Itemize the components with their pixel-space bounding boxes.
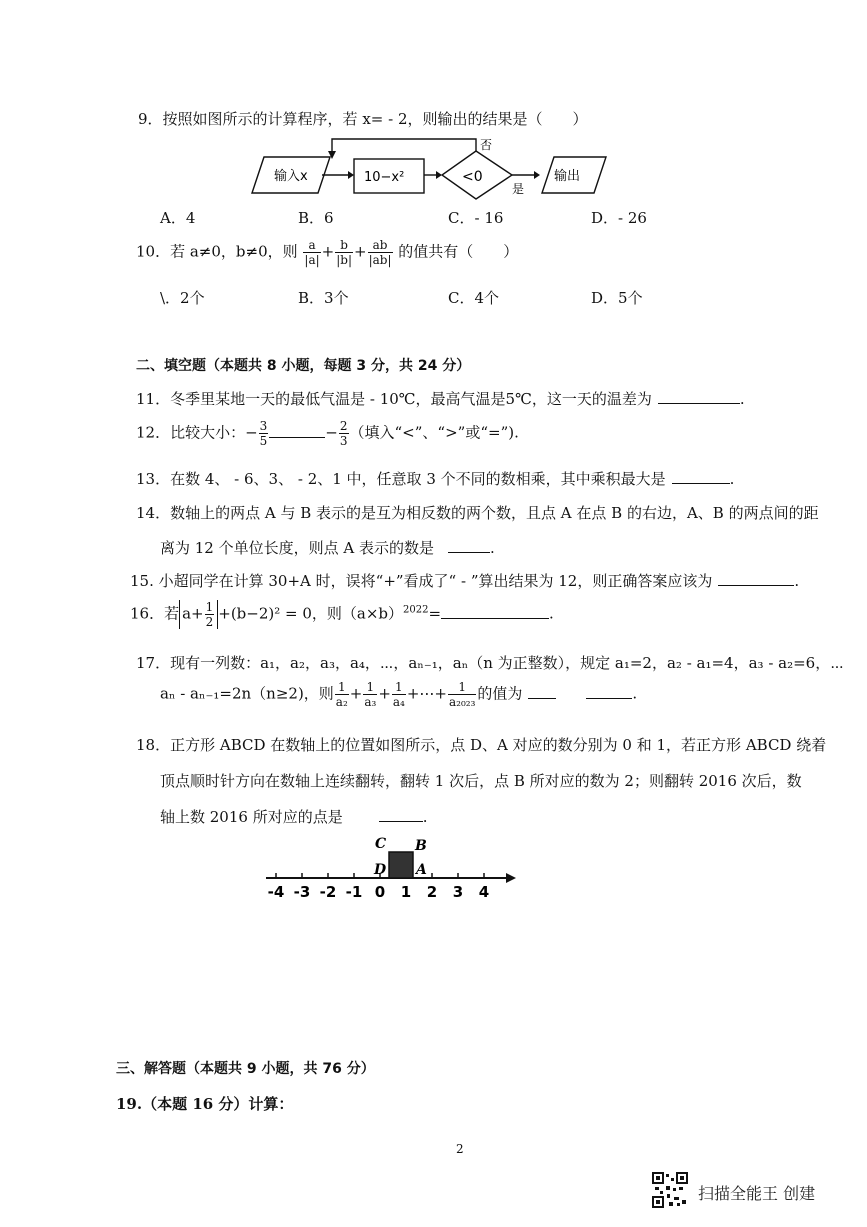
square-abcd xyxy=(389,852,413,878)
q11: 11．冬季里某地一天的最低气温是 - 10℃，最高气温是5℃，这一天的温差为 . xyxy=(136,390,745,408)
axis-tick-label: -1 xyxy=(345,883,363,901)
footer-watermark: 扫描全能王 创建 xyxy=(698,1184,816,1203)
q10-post: 的值共有（ ） xyxy=(398,242,519,261)
q17-blank-2 xyxy=(586,684,632,699)
axis-tick-label: 3 xyxy=(452,883,464,901)
axis-tick-label: -4 xyxy=(267,883,285,901)
flow-input-text: 输入x xyxy=(274,169,308,184)
q9-flowchart xyxy=(250,135,610,205)
q13: 13．在数 4、 - 6、3、 - 2、1 中，任意取 3 个不同的数相乘，其中乘积最大是 . xyxy=(136,470,735,488)
q18-number-line-figure xyxy=(262,830,522,905)
q10-frac-1: $\frac{a}{|a|}$ xyxy=(304,238,320,267)
q12-frac-2: $\frac{2}{3}$ xyxy=(339,419,348,448)
qr-code-icon xyxy=(652,1172,688,1208)
q10-frac-2: $\frac{b}{|b|}$ xyxy=(336,238,353,267)
page-number: 2 xyxy=(456,1142,464,1156)
axis-arrow xyxy=(506,873,516,883)
q12-frac-1: $\frac{3}{5}$ xyxy=(259,419,268,448)
section-2-title: 二、填空题（本题共 8 小题，每题 3 分，共 24 分） xyxy=(136,358,471,374)
q14-line1: 14．数轴上的两点 A 与 B 表示的是互为相反数的两个数，且点 A 在点 B 的右边，A、B 的两点间的距 xyxy=(136,504,819,522)
q16: 16．若 a+ $\frac{1}{2}$ +(b−2)² = 0，则$(a\times b)^{2022}=$ . xyxy=(130,600,554,629)
label-c: C xyxy=(375,836,387,852)
q10-pre: 10．若 a≠0，b≠0，则 xyxy=(136,242,298,261)
q19: 19.（本题 16 分）计算： xyxy=(116,1095,294,1113)
q15: 15. 小超同学在计算 30+A 时，误将“+”看成了“ - ”算出结果为 12，则正确答案应该为 . xyxy=(130,572,800,590)
flow-output-text: 输出 xyxy=(554,169,581,184)
axis-tick-label: 1 xyxy=(400,883,412,901)
q9-stem: 9．按照如图所示的计算程序，若 x= - 2，则输出的结果是（ ） xyxy=(138,110,588,128)
q18-blank xyxy=(379,807,423,822)
flow-condition-text: <0 xyxy=(462,169,483,185)
q9-option-b: B．6 xyxy=(298,209,334,227)
q13-blank xyxy=(672,469,730,484)
q10-option-a: \．2个 xyxy=(160,289,205,307)
label-a: A xyxy=(416,862,427,878)
q18-line1: 18．正方形 ABCD 在数轴上的位置如图所示，点 D、A 对应的数分别为 0 和 1，若正方形 ABCD 绕着 xyxy=(136,736,827,754)
q12-blank xyxy=(269,423,325,438)
axis-tick-label: -3 xyxy=(293,883,311,901)
q18-line3: 轴上数 2016 所对应的点是 . xyxy=(160,808,428,826)
q9-option-d: D．- 26 xyxy=(591,209,647,227)
flow-compute-text: 10−x² xyxy=(364,170,405,185)
q10-stem: 10．若 a≠0，b≠0，则 $\frac{a}{|a|}$ + $\frac{b}{|b|}$ + $\frac{ab}{|ab|}$ 的值共有（ ） xyxy=(136,238,519,267)
q9-option-c: C．- 16 xyxy=(448,209,504,227)
axis-tick-label: -2 xyxy=(319,883,337,901)
q14-line2: 离为 12 个单位长度，则点 A 表示的数是 . xyxy=(160,539,495,557)
flow-yes-label: 是 xyxy=(512,182,525,196)
q16-blank xyxy=(441,604,549,619)
q17-line2: aₙ - aₙ₋₁=2n（n≥2)，则 $\frac{1}{\text{a₂}}$ + $\frac{1}{\text{a₃}}$ + $\frac{1}{\text{a₄}}$ +⋯+ $\frac{1}{\text{a₂₀₂₃}}$ 的值为 . xyxy=(160,680,638,709)
q10-option-b: B．3个 xyxy=(298,289,349,307)
q11-blank xyxy=(658,389,740,404)
q17-blank-1 xyxy=(528,684,556,699)
q9-option-a: A．4 xyxy=(160,209,196,227)
q18-line2: 顶点顺时针方向在数轴上连续翻转，翻转 1 次后，点 B 所对应的数为 2；则翻转 2016 次后，数 xyxy=(160,772,802,790)
label-b: B xyxy=(415,838,427,854)
axis-tick-label: 0 xyxy=(374,883,386,901)
axis-tick-label: 2 xyxy=(426,883,438,901)
q10-option-c: C．4个 xyxy=(448,289,500,307)
flow-no-label: 否 xyxy=(480,138,493,152)
label-d: D xyxy=(374,862,387,878)
q10-option-d: D．5个 xyxy=(591,289,643,307)
q10-frac-3: $\frac{ab}{|ab|}$ xyxy=(368,238,392,267)
axis-tick-label: 4 xyxy=(478,883,490,901)
q16-abs: a+ $\frac{1}{2}$ xyxy=(179,600,218,629)
q12: 12．比较大小：− $\frac{3}{5}$ − $\frac{2}{3}$ （填入“<”、“>”或“=”). xyxy=(136,419,519,448)
q17-line1: 17．现有一列数：a₁，a₂，a₃，a₄，⋯，aₙ₋₁，aₙ（n 为正整数），规定 a₁=2，a₂ - a₁=4，a₃ - a₂=6，⋯ xyxy=(136,654,844,672)
q14-blank xyxy=(448,538,490,553)
section-3-title: 三、解答题（本题共 9 小题，共 76 分） xyxy=(116,1061,375,1077)
q15-blank xyxy=(718,571,794,586)
